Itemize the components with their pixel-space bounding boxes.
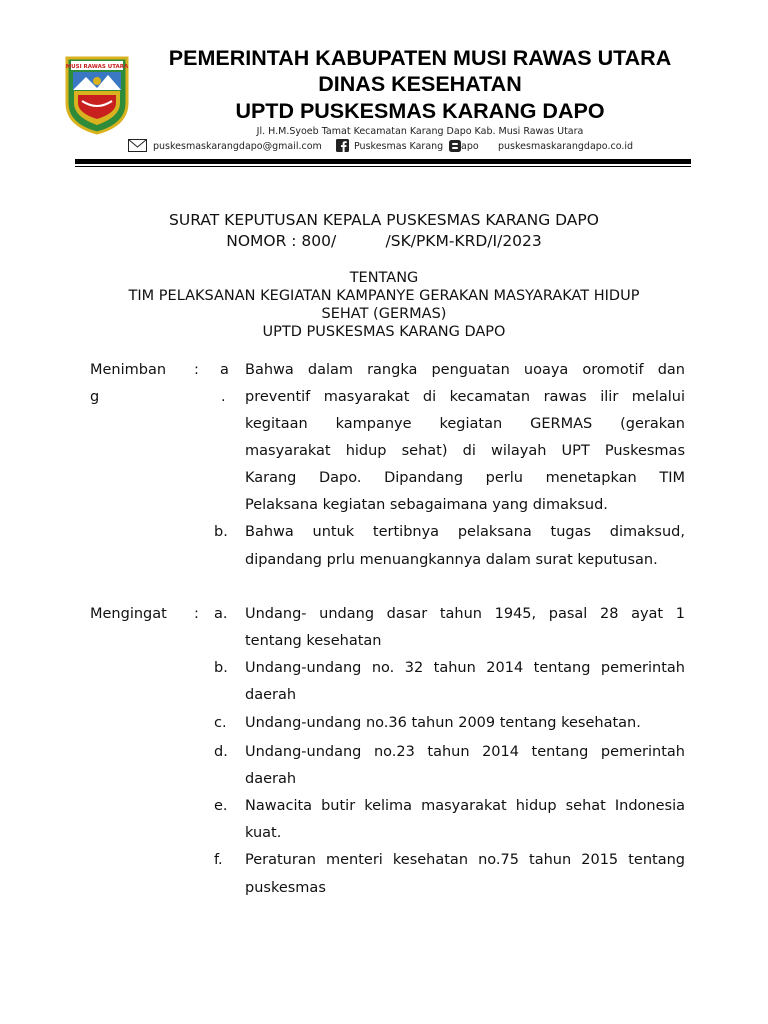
blogger-icon: [449, 140, 461, 152]
menimbang-a-line-6: Pelaksana kegiatan sebagaimana yang dimaksud.: [245, 497, 608, 513]
letterhead-divider-thick: [75, 159, 691, 164]
mengingat-colon: :: [194, 606, 199, 622]
mengingat-mark: d.: [214, 744, 228, 760]
facebook-icon: [336, 139, 349, 152]
letterhead-agency: DINAS KESEHATAN: [318, 72, 522, 96]
mengingat-mark: b.: [214, 660, 228, 676]
mengingat-item-line-cont: tentang kesehatan: [245, 633, 382, 649]
mengingat-item-line: Undang-undang no. 32 tahun 2014 tentang pemerintah: [245, 660, 685, 676]
subject-line-3: UPTD PUSKESMAS KARANG DAPO: [262, 324, 506, 340]
letterhead-government: PEMERINTAH KABUPATEN MUSI RAWAS UTARA: [168, 46, 672, 70]
contact-website: puskesmaskarangdapo.co.id: [498, 141, 634, 152]
mengingat-item-line-cont: daerah: [245, 687, 297, 703]
mengingat-mark: c.: [214, 715, 227, 731]
menimbang-a-line-2: preventif masyarakat di kecamatan rawas ilir melalui: [245, 389, 685, 405]
menimbang-b-line-1: Bahwa untuk tertibnya pelaksana tugas dimaksud,: [245, 524, 685, 540]
subject-heading: TENTANG: [349, 270, 419, 286]
subject-line-2: SEHAT (GERMAS): [321, 306, 447, 322]
decree-title: SURAT KEPUTUSAN KEPALA PUSKESMAS KARANG DAPO: [169, 211, 599, 229]
mengingat-item-line-cont: daerah: [245, 771, 297, 787]
menimbang-b-line-2: dipandang prlu menuangkannya dalam surat keputusan.: [245, 552, 658, 568]
mengingat-item-line: Nawacita butir kelima masyarakat hidup sehat Indonesia: [245, 798, 685, 814]
mengingat-item-line: Undang-undang no.36 tahun 2009 tentang kesehatan.: [245, 715, 641, 731]
subject-line-1: TIM PELAKSANAN KEGIATAN KAMPANYE GERAKAN MASYARAKAT HIDUP: [128, 288, 640, 304]
letterhead-contacts: [128, 138, 688, 154]
emblem-text: MUSI RAWAS UTARA: [65, 64, 129, 70]
menimbang-label-cont: g: [90, 389, 100, 405]
menimbang-mark-b: b.: [214, 524, 228, 540]
mengingat-item-line-cont: puskesmas: [245, 880, 326, 896]
menimbang-label: Menimban: [90, 362, 167, 378]
mengingat-item-line-cont: kuat.: [245, 825, 282, 841]
letterhead-divider-thin: [75, 166, 691, 167]
mengingat-mark: e.: [214, 798, 228, 814]
menimbang-mark-a-dot: .: [221, 389, 226, 405]
menimbang-colon: :: [194, 362, 199, 378]
menimbang-mark-a: a: [220, 362, 229, 378]
contact-facebook-part1: Puskesmas Karang: [354, 141, 444, 152]
mengingat-label: Mengingat: [90, 606, 167, 622]
letterhead-unit: UPTD PUSKESMAS KARANG DAPO: [235, 99, 605, 123]
menimbang-a-line-5: Karang Dapo. Dipandang perlu menetapkan TIM: [245, 470, 685, 486]
letterhead-address: Jl. H.M.Syoeb Tamat Kecamatan Karang Dapo Kab. Musi Rawas Utara: [256, 126, 584, 137]
mengingat-mark: f.: [214, 852, 223, 868]
envelope-icon: [128, 139, 147, 152]
decree-number: NOMOR : 800/ /SK/PKM-KRD/I/2023: [226, 232, 542, 250]
contact-facebook-part2: apo: [461, 141, 479, 152]
regency-emblem-logo: [64, 55, 130, 135]
mengingat-item-line: Peraturan menteri kesehatan no.75 tahun 2015 tentang: [245, 852, 685, 868]
menimbang-a-line-1: Bahwa dalam rangka penguatan uoaya oromotif dan: [245, 362, 685, 378]
mengingat-item-line: Undang- undang dasar tahun 1945, pasal 28 ayat 1: [245, 606, 685, 622]
mengingat-item-line: Undang-undang no.23 tahun 2014 tentang pemerintah: [245, 744, 685, 760]
mengingat-mark: a.: [214, 606, 228, 622]
contact-email: puskesmaskarangdapo@gmail.com: [153, 141, 322, 152]
menimbang-a-line-4: masyarakat hidup sehat) di wilayah UPT Puskesmas: [245, 443, 685, 459]
menimbang-a-line-3: kegitaan kampanye kegiatan GERMAS (gerakan: [245, 416, 685, 432]
